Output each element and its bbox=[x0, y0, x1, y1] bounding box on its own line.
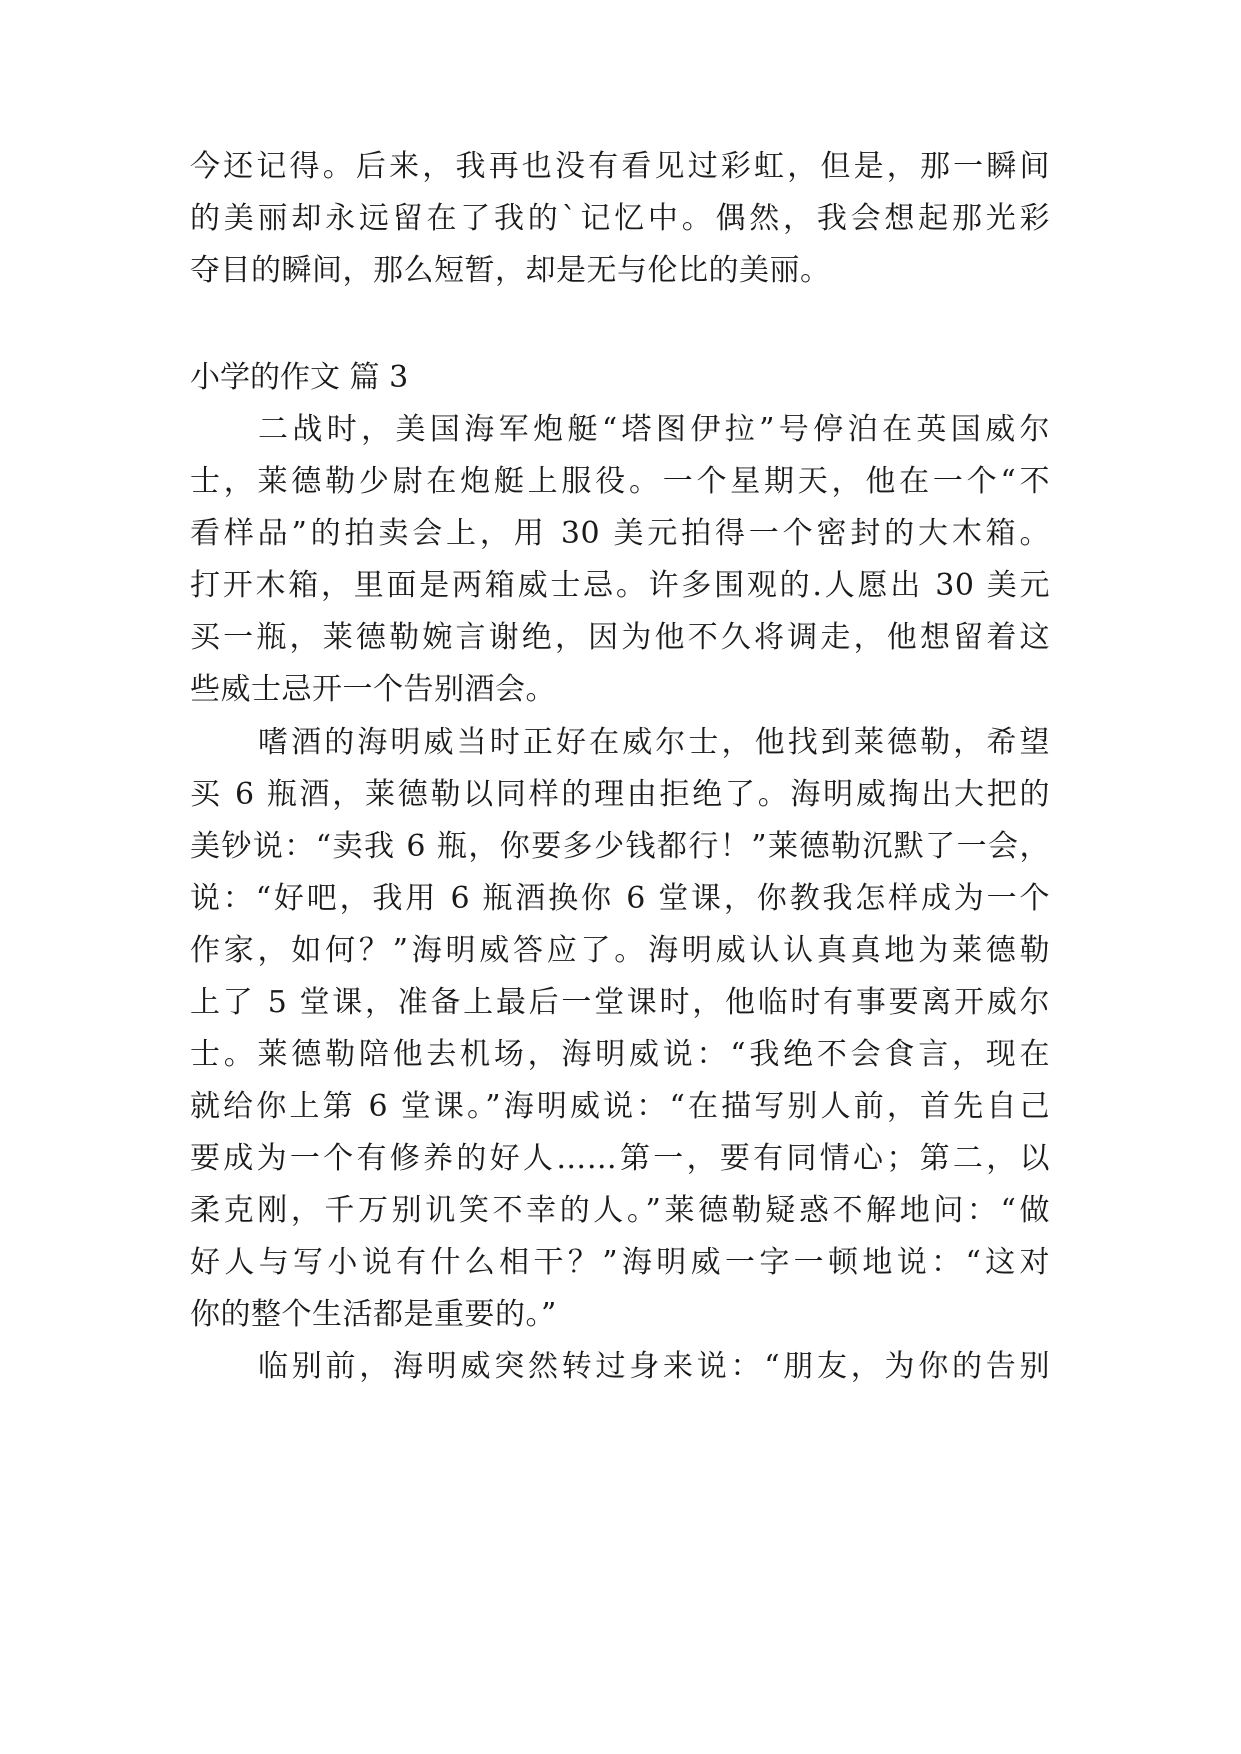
text-line: 打开木箱，里面是两箱威士忌。许多围观的.人愿出 30 美元 bbox=[190, 568, 1050, 603]
section-heading: 小学的作文 篇 3 bbox=[190, 360, 409, 395]
text-line: 要成为一个有修养的好人……第一，要有同情心；第二，以 bbox=[190, 1141, 1050, 1176]
text-line: 作家，如何？”海明威答应了。海明威认认真真地为莱德勒 bbox=[190, 933, 1050, 968]
text-line: 临别前，海明威突然转过身来说：“朋友，为你的告别 bbox=[258, 1349, 1050, 1384]
text-line: 说：“好吧，我用 6 瓶酒换你 6 堂课，你教我怎样成为一个 bbox=[190, 881, 1050, 916]
text-line: 嗜酒的海明威当时正好在威尔士，他找到莱德勒，希望 bbox=[258, 725, 1050, 760]
text-line: 上了 5 堂课，准备上最后一堂课时，他临时有事要离开威尔 bbox=[190, 985, 1050, 1020]
text-line: 买一瓶，莱德勒婉言谢绝，因为他不久将调走，他想留着这 bbox=[190, 620, 1050, 655]
text-line: 柔克刚，千万别讥笑不幸的人。”莱德勒疑惑不解地问：“做 bbox=[190, 1193, 1050, 1228]
text-line: 好人与写小说有什么相干？”海明威一字一顿地说：“这对 bbox=[190, 1245, 1050, 1280]
text-line: 美钞说：“卖我 6 瓶，你要多少钱都行！”莱德勒沉默了一会， bbox=[190, 829, 1050, 864]
text-line: 士。莱德勒陪他去机场，海明威说：“我绝不会食言，现在 bbox=[190, 1037, 1050, 1072]
text-line: 看样品”的拍卖会上，用 30 美元拍得一个密封的大木箱。 bbox=[190, 516, 1050, 551]
text-line: 今还记得。后来，我再也没有看见过彩虹，但是，那一瞬间 bbox=[190, 149, 1050, 184]
text-line: 买 6 瓶酒，莱德勒以同样的理由拒绝了。海明威掏出大把的 bbox=[190, 777, 1050, 812]
text-line: 些威士忌开一个告别酒会。 bbox=[190, 672, 556, 707]
text-line: 就给你上第 6 堂课。”海明威说：“在描写别人前，首先自己 bbox=[190, 1089, 1050, 1124]
text-line: 二战时，美国海军炮艇“塔图伊拉”号停泊在英国威尔 bbox=[258, 412, 1050, 447]
text-line: 你的整个生活都是重要的。” bbox=[190, 1297, 557, 1332]
text-line: 夺目的瞬间，那么短暂，却是无与伦比的美丽。 bbox=[190, 253, 831, 288]
text-line: 士，莱德勒少尉在炮艇上服役。一个星期天，他在一个“不 bbox=[190, 464, 1050, 499]
text-line: 的美丽却永远留在了我的`记忆中。偶然，我会想起那光彩 bbox=[190, 201, 1050, 236]
